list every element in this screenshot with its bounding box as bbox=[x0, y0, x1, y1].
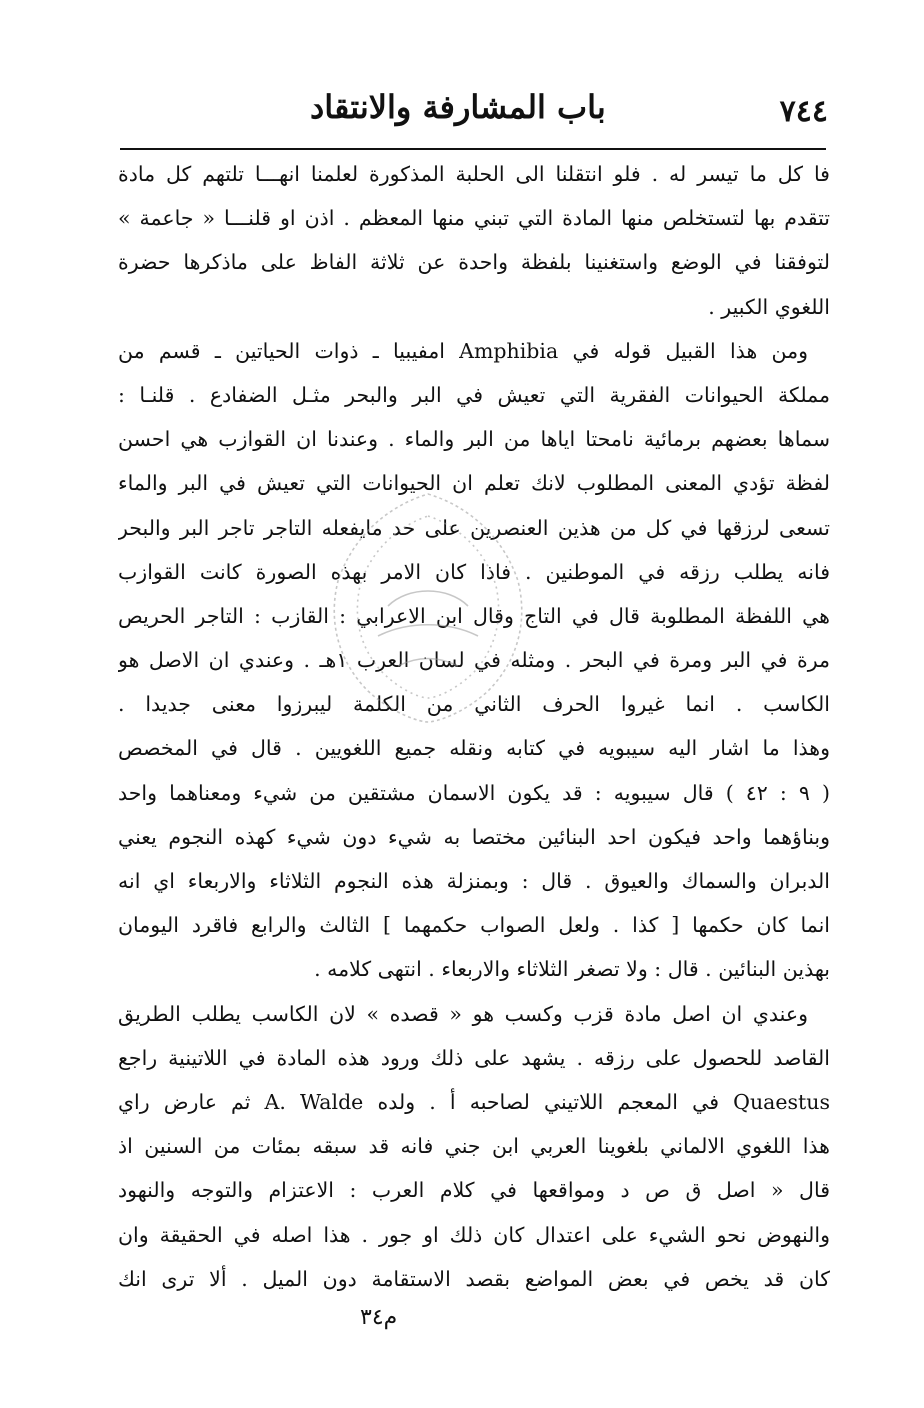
text-line: بهذين البنائين . قال : ولا تصغر الثلاثاء والاربعاء . انتهى كلامه . bbox=[314, 957, 830, 982]
text-line: سماها بعضهم برمائية نامحتا اياها من البر والماء . وعندنا ان القوازب هي احسن bbox=[118, 427, 830, 452]
text-line: وبناؤهما واحد فيكون احد البنائين مختصا به شيء دون شيء كهذه النجوم يعني bbox=[118, 824, 830, 849]
text-line: مملكة الحيوانات الفقرية التي تعيش في البر والبحر مثـل الضفادع . قلنـا : bbox=[118, 382, 830, 407]
page-header bbox=[120, 86, 828, 146]
library-stamp bbox=[318, 486, 538, 726]
header-rule bbox=[120, 148, 826, 150]
text-line: وهذا ما اشار اليه سيبويه في كتابه ونقله جميع اللغويين . قال في المخصص bbox=[118, 736, 830, 761]
paragraph-1 bbox=[118, 152, 830, 329]
text-line: تتقدم بها لتستخلص منها المادة التي تبني منها المعظم . اذن او قلنـــا « جاعمة » bbox=[118, 206, 830, 231]
text-line: لتوفقنا في الوضع واستغنينا بلفظة واحدة عن ثلاثة الفاظ على ماذكرها حضرة bbox=[118, 250, 830, 275]
text-line: لفظة تؤدي المعنى المطلوب لانك تعلم ان الحيوانات التي تعيش في البر والماء bbox=[118, 471, 830, 496]
text-line: ( ٩ : ٤٢ ) قال سيبويه : قد يكون الاسمان مشتقين من شيء ومعناهما واحد bbox=[118, 780, 830, 805]
text-line: قال « اصل ق ص د ومواقعها في كلام العرب : الاعتزام والتوجه والنهود bbox=[118, 1178, 830, 1203]
running-title: باب المشارفة والانتقاد bbox=[310, 88, 606, 126]
signature-mark: م٣٤ bbox=[360, 1305, 398, 1330]
paragraph-3 bbox=[118, 992, 830, 1301]
text-line: والنهوض نحو الشيء على اعتدال كان ذلك او جور . هذا اصله في الحقيقة وان bbox=[118, 1222, 830, 1247]
text-line: Quaestus في المعجم اللاتيني لصاحبه أ . ولده A. Walde ثم عارض راي bbox=[118, 1089, 830, 1114]
text-line: فانه يطلب رزقه في الموطنين . فاذا كان الامر بهذه الصورة كانت القوازب bbox=[118, 559, 830, 584]
text-line: ومن هذا القبيل قوله في Amphibia امفيبيا ـ ذوات الحياتين ـ قسم من bbox=[118, 338, 809, 363]
text-line: مرة في البر ومرة في البحر . ومثله في لسان العرب ١هـ . وعندي ان الاصل هو bbox=[118, 648, 830, 673]
text-line: فا كل ما تيسر له . فلو انتقلنا الى الحلبة المذكورة لعلمنا انهـــا تلتهم كل مادة bbox=[118, 162, 830, 186]
text-line: الدبران والسماك والعيوق . قال : وبمنزلة هذه النجوم الثلاثاء والاربعاء اي انه bbox=[118, 869, 830, 893]
text-line: كان قد يخص في بعض المواضع بقصد الاستقامة دون الميل . ألا ترى انك bbox=[118, 1266, 830, 1291]
text-line: هذا اللغوي الالماني بلغوينا العربي ابن جني فانه قد سبقه بمئات من السنين اذ bbox=[118, 1134, 830, 1159]
text-line: الكاسب . انما غيروا الحرف الثاني من الكلمة ليبرزوا معنى جديدا . bbox=[118, 692, 830, 717]
text-line: وعندي ان اصل مادة قزب وكسب هو « قصده » لان الكاسب يطلب الطريق bbox=[118, 1001, 808, 1026]
text-line: القاصد للحصول على رزقه . يشهد على ذلك ورود هذه المادة في اللاتينية راجع bbox=[118, 1045, 830, 1070]
text-line: اللغوي الكبير . bbox=[708, 294, 830, 319]
text-line: هي اللفظة المطلوبة قال في التاج وقال ابن الاعرابي : القازب : التاجر الحريص bbox=[118, 603, 830, 628]
text-line: تسعى لرزقها في كل من هذين العنصرين على حد مايفعله التاجر تاجر البر والبحر bbox=[118, 515, 830, 540]
text-line: انما كان حكمها [ كذا . ولعل الصواب حكمهما ] الثالث والرابع فاقرد اليومان bbox=[118, 913, 830, 938]
body-text bbox=[118, 152, 830, 1301]
page-number: ٧٤٤ bbox=[779, 94, 828, 129]
